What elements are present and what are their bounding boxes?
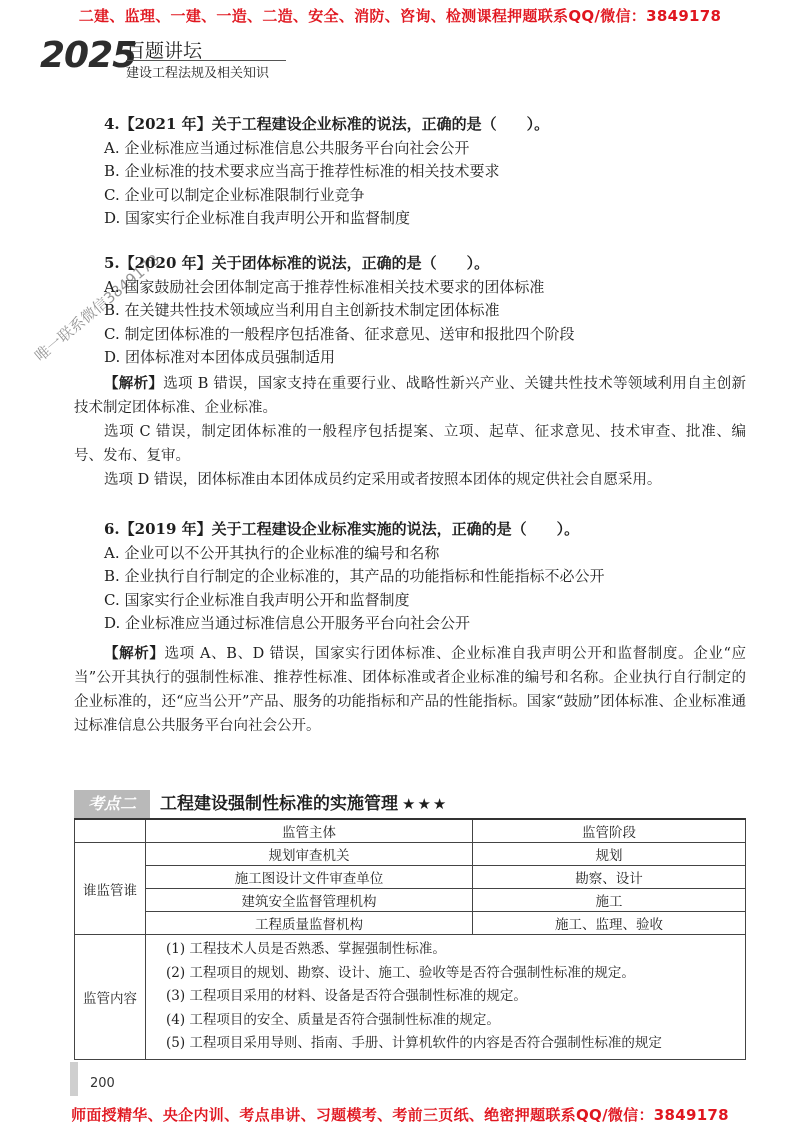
option-c: C. 制定团体标准的一般程序包括准备、征求意见、送审和报批四个阶段 bbox=[104, 324, 575, 343]
option-d: D. 国家实行企业标准自我声明公开和监督制度 bbox=[104, 209, 411, 227]
key-point-label: 考点二 bbox=[74, 790, 150, 818]
analysis-label: 【解析】 bbox=[104, 645, 165, 662]
analysis-paragraph bbox=[74, 642, 746, 738]
table-header-row bbox=[75, 819, 746, 843]
table-cell: 施工 bbox=[473, 889, 746, 912]
header-series: 百题讲坛 bbox=[126, 40, 203, 62]
table-cell: 勘察、设计 bbox=[473, 866, 746, 889]
bottom-promo-banner: 师面授精华、央企内训、考点串讲、习题模考、考前三页纸、绝密押题联系QQ/微信：3849178 bbox=[71, 1106, 729, 1124]
option-a: A. 国家鼓励社会团体制定高于推荐性标准相关技术要求的团体标准 bbox=[104, 277, 545, 296]
question-stem: 4.【2021 年】关于工程建设企业标准的说法，正确的是（ ）。 bbox=[104, 115, 550, 133]
importance-stars: ★★★ bbox=[402, 795, 449, 813]
content-item: (4) 工程项目的安全、质量是否符合强制性标准的规定。 bbox=[166, 1011, 500, 1028]
key-point-heading bbox=[74, 790, 474, 818]
analysis-label: 【解析】 bbox=[104, 375, 164, 392]
question-stem: 6.【2019 年】关于工程建设企业标准实施的说法，正确的是（ ）。 bbox=[104, 520, 580, 538]
header-subtitle: 建设工程法规及相关知识 bbox=[126, 66, 270, 81]
table-cell: 建筑安全监督管理机构 bbox=[146, 889, 473, 912]
analysis-paragraph: 选项 C 错误，制定团体标准的一般程序包括提案、立项、起草、征求意见、技术审查、批准、编号、发布、复审。 bbox=[74, 424, 746, 464]
table-corner bbox=[75, 819, 146, 843]
question-6 bbox=[104, 518, 744, 636]
analysis-6 bbox=[74, 642, 746, 738]
analysis-text: 选项 B 错误，国家支持在重要行业、战略性新兴产业、关键共性技术等领域利用自主创新技术制定团体标准、企业标准。 bbox=[74, 376, 747, 416]
analysis-paragraph: 选项 D 错误，团体标准由本团体成员约定采用或者按照本团体的规定供社会自愿采用。 bbox=[104, 472, 662, 488]
table-cell: 规划 bbox=[473, 843, 746, 866]
table-cell: 规划审查机关 bbox=[146, 843, 473, 866]
analysis-paragraph bbox=[74, 372, 746, 420]
table-row bbox=[75, 912, 746, 935]
analysis-5 bbox=[74, 372, 746, 492]
question-stem: 5.【2020 年】关于团体标准的说法，正确的是（ ）。 bbox=[104, 254, 490, 272]
analysis-text: 选项 A、B、D 错误，国家实行团体标准、企业标准自我声明公开和监督制度。企业“应当”公开其执行的强制性标准、推荐性标准、团体标准或者企业标准的编号和名称。企业执行自行制定的企业标准的，还“应当公开”产品、服务的功能指标和产品的性能指标。国家“鼓励”团体标准、企业标准通过标准信息公共服务平台向社会公开。 bbox=[74, 646, 746, 734]
col-header-subject: 监管主体 bbox=[146, 819, 473, 843]
section-label-content: 监管内容 bbox=[75, 935, 146, 1060]
content-item: (1) 工程技术人员是否熟悉、掌握强制性标准。 bbox=[166, 941, 446, 957]
header-rule bbox=[126, 60, 286, 61]
section-label-who: 谁监管谁 bbox=[75, 843, 146, 935]
top-promo-banner: 二建、监理、一建、一造、二造、安全、消防、咨询、检测课程押题联系QQ/微信：3849178 bbox=[78, 7, 722, 25]
table-cell: 施工图设计文件审查单位 bbox=[146, 866, 473, 889]
option-c: C. 企业可以制定企业标准限制行业竞争 bbox=[104, 185, 365, 204]
header-year: 2025 bbox=[40, 35, 137, 76]
table-row bbox=[75, 843, 746, 866]
question-5 bbox=[104, 252, 744, 370]
option-c: C. 国家实行企业标准自我声明公开和监督制度 bbox=[104, 590, 410, 609]
key-point-title bbox=[160, 790, 448, 818]
option-a: A. 企业可以不公开其执行的企业标准的编号和名称 bbox=[104, 543, 440, 562]
page-number: 200 bbox=[90, 1076, 115, 1091]
key-point-title-text: 工程建设强制性标准的实施管理 bbox=[160, 794, 398, 814]
table-cell: 施工、监理、验收 bbox=[473, 912, 746, 935]
option-d: D. 企业标准应当通过标准信息公开服务平台向社会公开 bbox=[104, 614, 471, 632]
option-d: D. 团体标准对本团体成员强制适用 bbox=[104, 348, 336, 366]
book-header bbox=[40, 34, 300, 80]
table-cell: 工程质量监督机构 bbox=[146, 912, 473, 935]
option-b: B. 企业执行自行制定的企业标准的，其产品的功能指标和性能指标不必公开 bbox=[104, 567, 605, 585]
supervision-content-cell bbox=[146, 935, 746, 1060]
content-item: (2) 工程项目的规划、勘察、设计、施工、验收等是否符合强制性标准的规定。 bbox=[166, 964, 635, 981]
table-row bbox=[75, 935, 746, 1060]
supervision-table bbox=[74, 818, 746, 1060]
content-item: (5) 工程项目采用导则、指南、手册、计算机软件的内容是否符合强制性标准的规定 bbox=[166, 1035, 662, 1051]
option-a: A. 企业标准应当通过标准信息公共服务平台向社会公开 bbox=[104, 138, 470, 157]
option-b: B. 在关键共性技术领域应当利用自主创新技术制定团体标准 bbox=[104, 301, 500, 319]
diagonal-watermark: 唯一联系微信3849178 bbox=[31, 250, 163, 366]
table-row bbox=[75, 866, 746, 889]
option-b: B. 企业标准的技术要求应当高于推荐性标准的相关技术要求 bbox=[104, 162, 500, 180]
content-item: (3) 工程项目采用的材料、设备是否符合强制性标准的规定。 bbox=[166, 988, 527, 1004]
col-header-stage: 监管阶段 bbox=[473, 819, 746, 843]
table-row bbox=[75, 889, 746, 912]
question-4 bbox=[104, 113, 744, 231]
page-margin-bar bbox=[70, 1062, 78, 1096]
